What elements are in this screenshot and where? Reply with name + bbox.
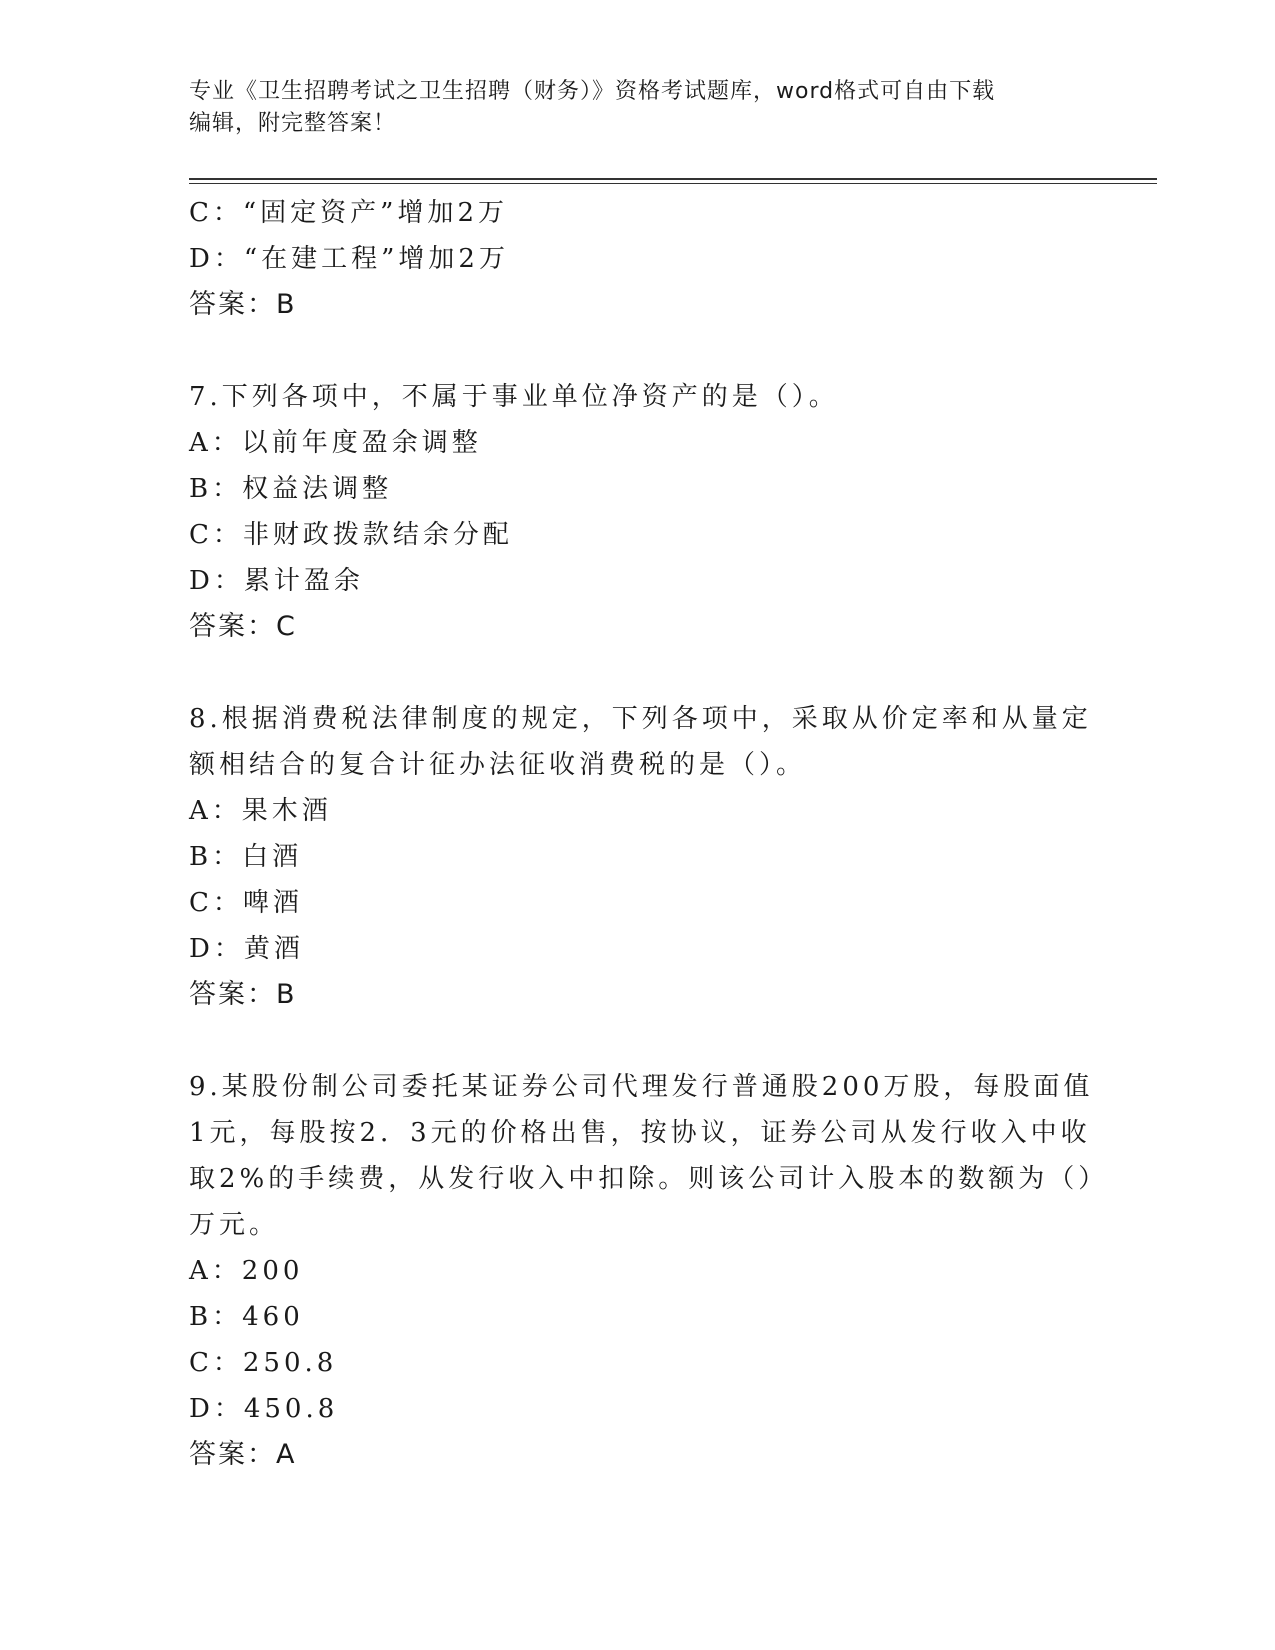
question-9 [189, 1064, 1109, 1478]
spacer [189, 1018, 1089, 1064]
option-c: C：“固定资产”增加2万 [189, 198, 509, 228]
question-text: 1元，每股按2．3元的价格出售，按协议，证券公司从发行收入中收 [189, 1118, 1091, 1148]
question-6-continued [189, 190, 1089, 328]
document-header [189, 76, 1089, 140]
option-c: C：250.8 [189, 1348, 338, 1378]
option-a: A：以前年度盈余调整 [189, 428, 482, 458]
option-b: B：白酒 [189, 842, 303, 872]
answer-line: 答案：B [189, 979, 297, 1010]
option-a: A：200 [189, 1256, 304, 1286]
question-text: 9.某股份制公司委托某证券公司代理发行普通股200万股，每股面值 [189, 1072, 1094, 1102]
option-a: A：果木酒 [189, 796, 332, 826]
header-divider-thick [189, 178, 1157, 180]
question-list [189, 190, 1109, 1478]
question-text: 8.根据消费税法律制度的规定，下列各项中，采取从价定率和从量定 [189, 704, 1092, 734]
question-text: 7.下列各项中，不属于事业单位净资产的是（）。 [189, 382, 839, 412]
option-c: C：非财政拨款结余分配 [189, 520, 513, 550]
answer-line: 答案：B [189, 289, 297, 320]
question-8 [189, 696, 1092, 1018]
question-text: 万元。 [189, 1210, 280, 1240]
header-divider-thin [189, 183, 1157, 184]
header-line-2: 编辑，附完整答案！ [189, 111, 397, 136]
option-d: D：450.8 [189, 1394, 339, 1424]
option-b: B：460 [189, 1302, 304, 1332]
question-7 [189, 374, 1089, 650]
spacer [189, 328, 1089, 374]
option-b: B：权益法调整 [189, 474, 393, 504]
question-text: 取2%的手续费，从发行收入中扣除。则该公司计入股本的数额为（） [189, 1164, 1109, 1194]
question-text: 额相结合的复合计征办法征收消费税的是（）。 [189, 750, 807, 780]
option-c: C：啤酒 [189, 888, 303, 918]
option-d: D：黄酒 [189, 934, 304, 964]
spacer [189, 650, 1089, 696]
option-d: D：“在建工程”增加2万 [189, 244, 509, 274]
header-line-1: 专业《卫生招聘考试之卫生招聘（财务）》资格考试题库，word格式可自由下载 [189, 79, 996, 104]
answer-line: 答案：A [189, 1439, 297, 1470]
option-d: D：累计盈余 [189, 566, 364, 596]
answer-line: 答案：C [189, 611, 297, 642]
